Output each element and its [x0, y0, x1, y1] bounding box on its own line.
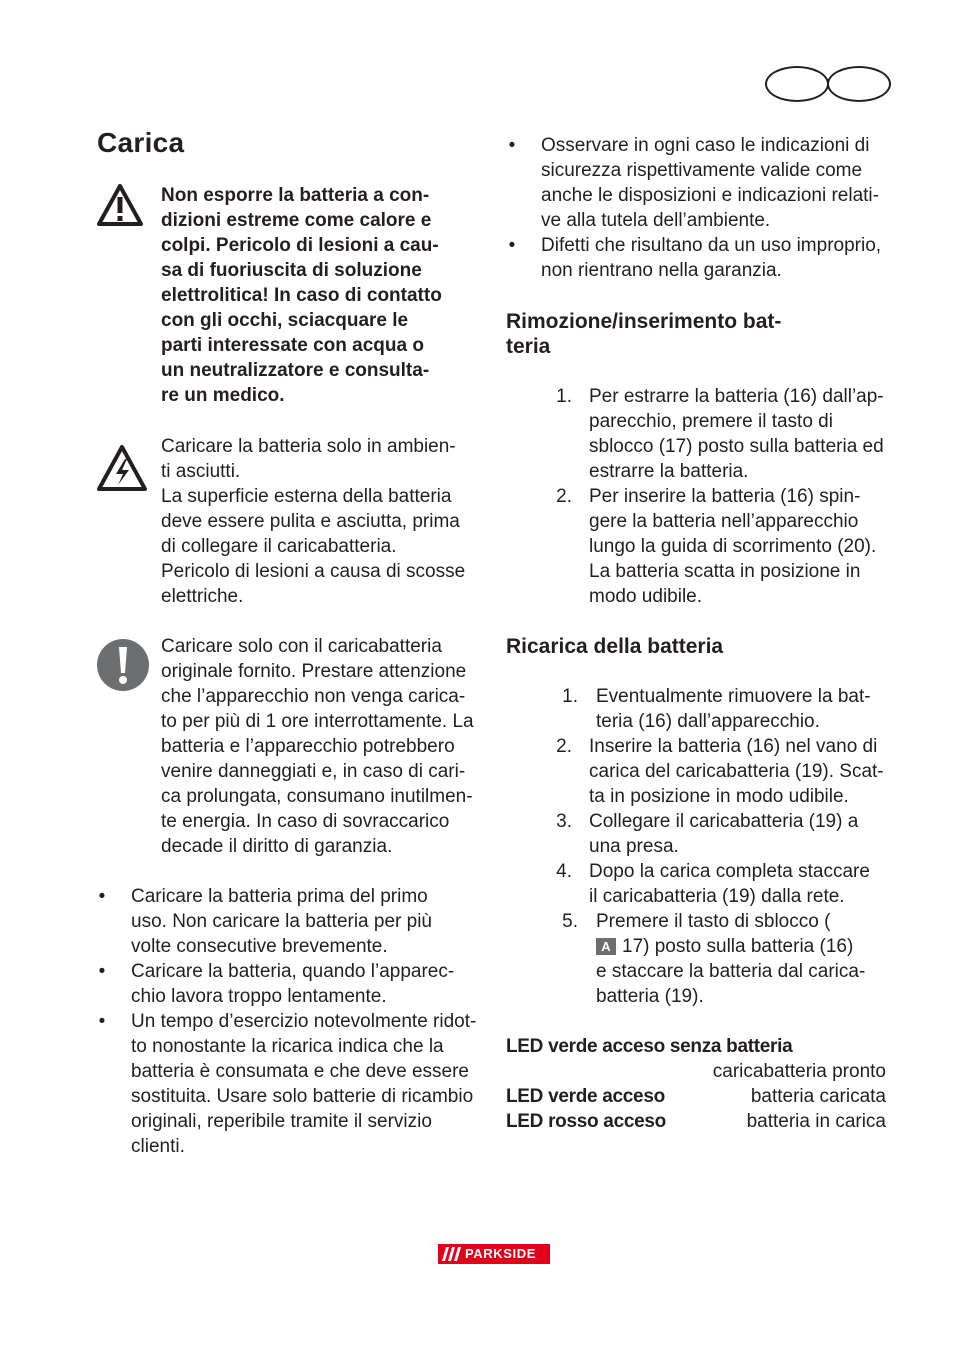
notice-line: Caricare solo con il caricabatteria [161, 636, 442, 657]
list-item [596, 909, 865, 1009]
language-badge-right-oval [827, 66, 891, 102]
list-item-line: una presa. [589, 836, 679, 857]
list-item-line: lungo la guida di scorrimento (20). [589, 536, 877, 557]
list-item-line-text: 17) posto sulla batteria (16) [622, 936, 854, 957]
list-item-line: sicurezza rispettivamente valide come [541, 160, 863, 181]
notice-line: te energia. In caso di sovraccarico [161, 811, 450, 832]
warning-line: Pericolo di lesioni a causa di scosse [161, 561, 466, 582]
parkside-logo [438, 1244, 550, 1264]
list-item-line: ve alla tutela dell’ambiente. [541, 210, 771, 231]
list-item [131, 959, 454, 1009]
language-badge [765, 66, 891, 100]
led-row [506, 1109, 886, 1134]
list-item-line: Per estrarre la batteria (16) dall’ap- [589, 386, 884, 407]
warning-line: un neutralizzatore e consulta- [161, 360, 430, 381]
led-label: LED verde acceso [506, 1086, 665, 1107]
section-title-line: teria [506, 335, 551, 358]
warning-line: deve essere pulita e asciutta, prima [161, 511, 460, 532]
list-item-line: parecchio, premere il tasto di [589, 411, 833, 432]
electric-hazard-icon [96, 444, 148, 492]
list-item-line: volte consecutive brevemente. [131, 936, 388, 957]
list-item-line: clienti. [131, 1136, 185, 1157]
led-row [506, 1084, 886, 1109]
list-item-line: e staccare la batteria dal carica- [596, 961, 866, 982]
list-item-line: originali, reperibile tramite il servizio [131, 1111, 432, 1132]
notice-line: ca prolungata, consumano inutilmen- [161, 786, 473, 807]
list-item-line: ta in posizione in modo udibile. [589, 786, 849, 807]
step-number: 4. [556, 861, 572, 882]
list-item-line: il caricabatteria (19) dalla rete. [589, 886, 845, 907]
list-item [131, 1009, 476, 1159]
section-title-ricarica: Ricarica della batteria [506, 635, 724, 658]
logo-text: PARKSIDE [465, 1246, 537, 1261]
list-item-line: Caricare la batteria prima del primo [131, 886, 428, 907]
key-a-icon: A [596, 938, 616, 955]
list-item-line: sblocco (17) posto sulla batteria ed [589, 436, 884, 457]
list-item [589, 484, 876, 609]
step-number: 2. [556, 486, 572, 507]
list-item-line: modo udibile. [589, 586, 703, 607]
step-number: 1. [556, 386, 572, 407]
step-number: 5. [562, 911, 578, 932]
bullet-marker: • [508, 235, 516, 256]
list-item-line: teria (16) dall’apparecchio. [596, 711, 820, 732]
notice-line: to per più di 1 ore interrottamente. La [161, 711, 474, 732]
step-number: 2. [556, 736, 572, 757]
notice-line: originale fornito. Prestare attenzione [161, 661, 467, 682]
warning-line: La superficie esterna della batteria [161, 486, 452, 507]
list-item-line [596, 934, 865, 959]
list-item-line: gere la batteria nell’apparecchio [589, 511, 859, 532]
list-item-line: chio lavora troppo lentamente. [131, 986, 387, 1007]
list-item-line: Inserire la batteria (16) nel vano di [589, 736, 878, 757]
list-item [589, 734, 884, 809]
section-title-rimozione [506, 309, 781, 359]
led-label: LED rosso acceso [506, 1111, 666, 1132]
logo-stripes-icon [442, 1247, 464, 1261]
warning-line: con gli occhi, sciacquare le [161, 310, 409, 331]
list-item-line: sostituita. Usare solo batterie di ricambio [131, 1086, 474, 1107]
list-item [596, 684, 871, 734]
list-item-line: carica del caricabatteria (19). Scat- [589, 761, 884, 782]
warning-line: Non esporre la batteria a con- [161, 185, 430, 206]
list-item [131, 884, 432, 959]
list-item-line: Un tempo d’esercizio notevolmente ridot- [131, 1011, 477, 1032]
list-item-line: batteria (19). [596, 986, 704, 1007]
warning-battery-text [161, 183, 442, 408]
warning-line: sa di fuoriuscita di soluzione [161, 260, 422, 281]
list-item [589, 859, 870, 909]
exclamation-circle-icon [96, 638, 150, 692]
list-item-line: La batteria scatta in posizione in [589, 561, 861, 582]
led-status: batteria caricata [750, 1086, 886, 1107]
list-item-line: Difetti che risultano da un uso improprio, [541, 235, 882, 256]
led-label: LED verde acceso senza batteria [506, 1036, 793, 1057]
section-title-carica: Carica [97, 127, 185, 158]
warning-line: ti asciutti. [161, 461, 241, 482]
list-item-line: Eventualmente rimuovere la bat- [596, 686, 871, 707]
led-status: caricabatteria pronto [712, 1061, 886, 1082]
electric-warning-text [161, 434, 465, 609]
list-item-line: Osservare in ogni caso le indicazioni di [541, 135, 870, 156]
warning-line: re un medico. [161, 385, 285, 406]
warning-triangle-icon [96, 183, 144, 227]
led-row [506, 1034, 886, 1084]
list-item [589, 809, 858, 859]
bullet-marker: • [98, 1011, 106, 1032]
bullet-marker: • [98, 961, 106, 982]
notice-text [161, 634, 474, 859]
warning-line: parti interessate con acqua o [161, 335, 424, 356]
language-badge-left-oval [765, 66, 829, 102]
list-item-line: to nonostante la ricarica indica che la [131, 1036, 444, 1057]
list-item-line: Per inserire la batteria (16) spin- [589, 486, 861, 507]
list-item-line: estrarre la batteria. [589, 461, 749, 482]
list-item-line: Dopo la carica completa staccare [589, 861, 870, 882]
warning-line: dizioni estreme come calore e [161, 210, 432, 231]
list-item-line: anche le disposizioni e indicazioni relati- [541, 185, 879, 206]
list-item [541, 133, 879, 233]
warning-line: Caricare la batteria solo in ambien- [161, 436, 456, 457]
step-number: 3. [556, 811, 572, 832]
bullet-marker: • [508, 135, 516, 156]
list-item-line: non rientrano nella garanzia. [541, 260, 782, 281]
list-item-line: Caricare la batteria, quando l’apparec- [131, 961, 455, 982]
list-item-line: Premere il tasto di sblocco ( [596, 911, 831, 932]
list-item [589, 384, 884, 484]
bullet-marker: • [98, 886, 106, 907]
warning-line: elettrolitica! In caso di contatto [161, 285, 442, 306]
notice-line: venire danneggiati e, in caso di cari- [161, 761, 466, 782]
notice-line: decade il diritto di garanzia. [161, 836, 393, 857]
warning-line: colpi. Pericolo di lesioni a cau- [161, 235, 439, 256]
list-item-line: Collegare il caricabatteria (19) a [589, 811, 859, 832]
notice-line: che l’apparecchio non venga carica- [161, 686, 466, 707]
list-item-line: uso. Non caricare la batteria per più [131, 911, 432, 932]
led-status: batteria in carica [746, 1111, 886, 1132]
warning-line: elettriche. [161, 586, 244, 607]
step-number: 1. [562, 686, 578, 707]
warning-line: di collegare il caricabatteria. [161, 536, 397, 557]
notice-line: batteria e l’apparecchio potrebbero [161, 736, 455, 757]
section-title-line: Rimozione/inserimento bat- [506, 310, 782, 333]
list-item-line: batteria è consumata e che deve essere [131, 1061, 469, 1082]
list-item [541, 233, 881, 283]
